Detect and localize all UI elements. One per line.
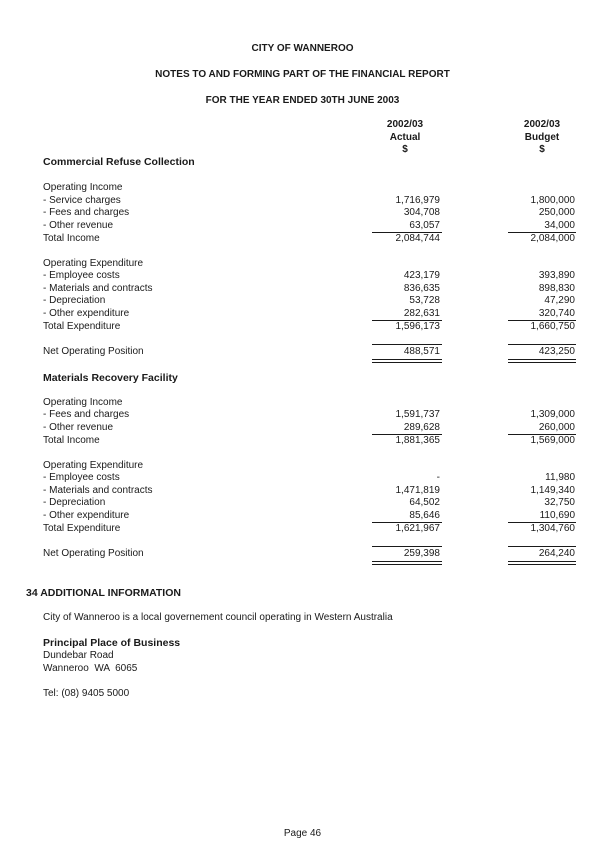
row-label: - Fees and charges: [43, 409, 130, 420]
address-line-1: Dundebar Road: [43, 650, 114, 661]
row-label: - Materials and contracts: [43, 485, 153, 496]
double-rule: [372, 359, 442, 360]
row-actual: 423,179: [403, 270, 440, 281]
net-budget: 264,240: [538, 548, 575, 559]
row-actual: -: [436, 472, 440, 483]
total-budget: 1,660,750: [530, 321, 575, 332]
net-top-rule: [508, 344, 576, 345]
page-number: Page 46: [283, 828, 322, 839]
total-actual: 1,881,365: [395, 435, 440, 446]
row-label: - Other revenue: [43, 220, 114, 231]
net-actual: 259,398: [403, 548, 440, 559]
actual-label: Actual: [389, 131, 421, 143]
net-label: Net Operating Position: [43, 548, 144, 559]
double-rule: [372, 564, 442, 565]
double-rule: [372, 362, 442, 363]
row-actual: 53,728: [409, 295, 440, 306]
row-actual: 836,635: [403, 283, 440, 294]
report-period: FOR THE YEAR ENDED 30TH JUNE 2003: [205, 95, 400, 106]
double-rule: [508, 564, 576, 565]
income-heading: Operating Income: [43, 397, 123, 408]
net-top-rule: [372, 344, 442, 345]
row-budget: 32,750: [544, 497, 575, 508]
row-budget: 250,000: [538, 207, 575, 218]
budget-year: 2002/03: [523, 119, 561, 130]
total-actual: 1,596,173: [395, 321, 440, 332]
double-rule: [508, 561, 576, 562]
expenditure-heading: Operating Expenditure: [43, 460, 144, 471]
net-label: Net Operating Position: [43, 346, 144, 357]
budget-label: Budget: [524, 131, 560, 143]
row-label: - Employee costs: [43, 472, 120, 483]
actual-unit: $: [402, 144, 408, 155]
telephone: Tel: (08) 9405 5000: [43, 688, 130, 699]
net-actual: 488,571: [403, 346, 440, 357]
total-actual: 1,621,967: [395, 523, 440, 534]
row-actual: 289,628: [403, 422, 440, 433]
total-budget: 2,084,000: [530, 233, 575, 244]
row-label: - Other expenditure: [43, 510, 130, 521]
total-label: Total Income: [43, 233, 100, 244]
budget-unit: $: [539, 144, 545, 155]
row-actual: 85,646: [409, 510, 440, 521]
section-title: Commercial Refuse Collection: [43, 156, 195, 168]
row-label: - Other expenditure: [43, 308, 130, 319]
section-title: Materials Recovery Facility: [43, 372, 178, 384]
row-label: - Service charges: [43, 195, 121, 206]
row-budget: 1,800,000: [530, 195, 575, 206]
row-budget: 1,309,000: [530, 409, 575, 420]
row-actual: 1,471,819: [395, 485, 440, 496]
double-rule: [372, 561, 442, 562]
double-rule: [508, 359, 576, 360]
row-actual: 1,591,737: [395, 409, 440, 420]
row-budget: 110,690: [539, 510, 575, 521]
expenditure-heading: Operating Expenditure: [43, 258, 144, 269]
actual-column-heading: [375, 119, 435, 157]
row-budget: 1,149,340: [530, 485, 575, 496]
net-top-rule: [508, 546, 576, 547]
row-label: - Depreciation: [43, 497, 106, 508]
row-actual: 282,631: [403, 308, 440, 319]
total-actual: 2,084,744: [395, 233, 440, 244]
row-label: - Other revenue: [43, 422, 114, 433]
row-label: - Depreciation: [43, 295, 106, 306]
row-budget: 320,740: [538, 308, 575, 319]
row-budget: 11,980: [545, 472, 575, 483]
row-actual: 1,716,979: [395, 195, 440, 206]
total-label: Total Income: [43, 435, 100, 446]
total-label: Total Expenditure: [43, 321, 121, 332]
address-line-2: Wanneroo WA 6065: [43, 663, 138, 674]
row-budget: 34,000: [544, 220, 575, 231]
council-description: City of Wanneroo is a local governement council operating in Western Australia: [43, 612, 393, 623]
total-budget: 1,569,000: [530, 435, 575, 446]
additional-heading: 34 ADDITIONAL INFORMATION: [26, 587, 181, 599]
row-label: - Materials and contracts: [43, 283, 153, 294]
double-rule: [508, 362, 576, 363]
row-label: - Employee costs: [43, 270, 120, 281]
row-budget: 393,890: [538, 270, 575, 281]
report-title: NOTES TO AND FORMING PART OF THE FINANCIAL REPORT: [155, 69, 450, 80]
net-top-rule: [372, 546, 442, 547]
row-budget: 898,830: [538, 283, 575, 294]
total-label: Total Expenditure: [43, 523, 121, 534]
row-actual: 304,708: [403, 207, 440, 218]
budget-column-heading: [512, 119, 572, 157]
row-actual: 64,502: [409, 497, 440, 508]
row-actual: 63,057: [409, 220, 440, 231]
total-budget: 1,304,760: [530, 523, 575, 534]
business-heading: Principal Place of Business: [43, 637, 181, 649]
row-budget: 260,000: [538, 422, 575, 433]
actual-year: 2002/03: [386, 119, 424, 130]
income-heading: Operating Income: [43, 182, 123, 193]
net-budget: 423,250: [538, 346, 575, 357]
row-label: - Fees and charges: [43, 207, 130, 218]
org-name: CITY OF WANNEROO: [251, 43, 354, 54]
row-budget: 47,290: [544, 295, 575, 306]
